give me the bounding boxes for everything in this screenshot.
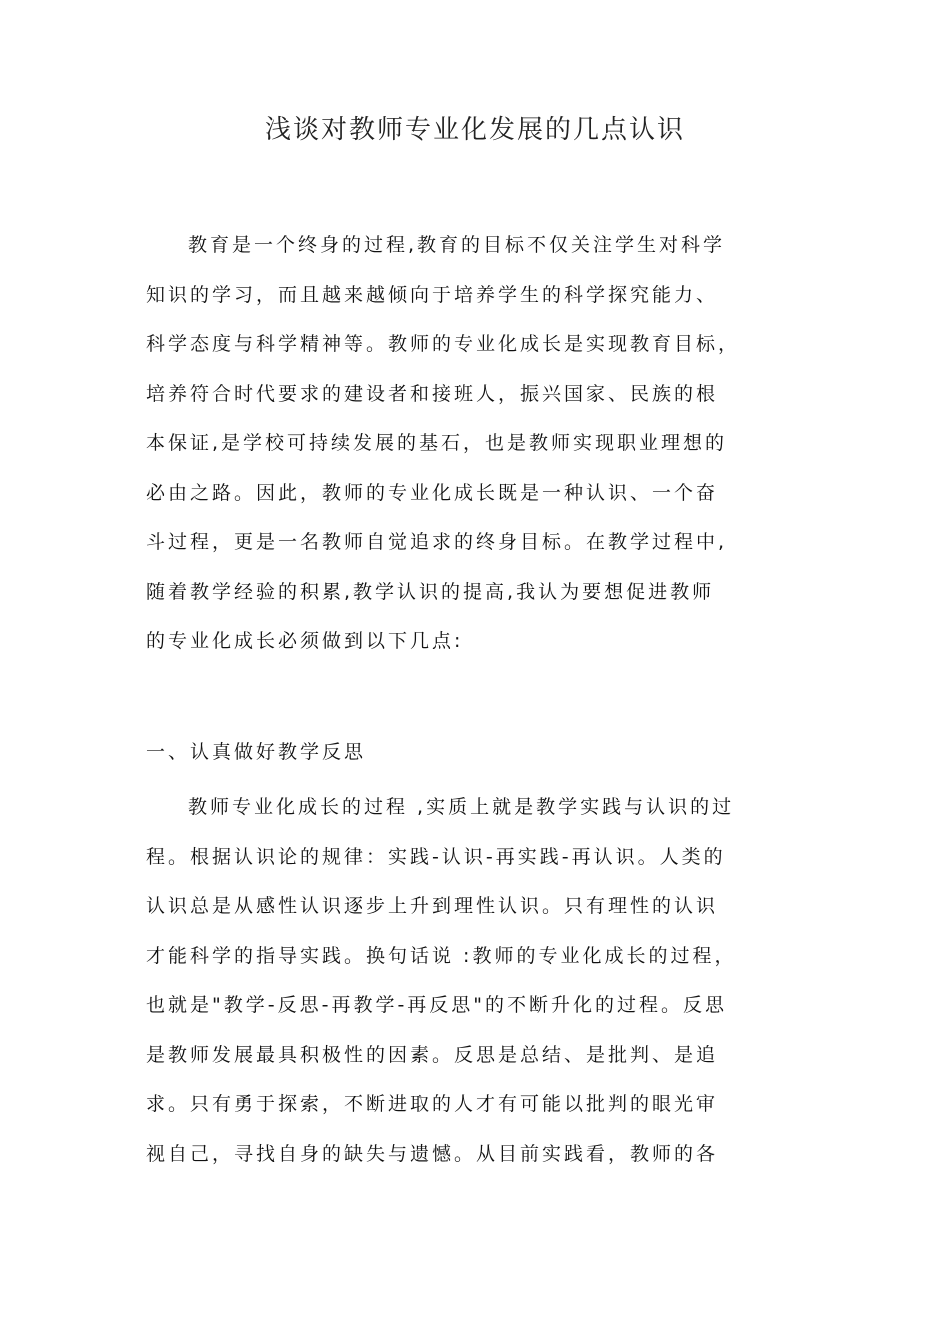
- paragraph-line: 视自己，寻找自身的缺失与遗憾。从目前实践看，教师的各: [146, 1142, 719, 1165]
- paragraph-line: 的专业化成长必须做到以下几点:: [146, 630, 464, 652]
- paragraph-line: 本保证,是学校可持续发展的基石，也是教师实现职业理想的: [146, 432, 728, 454]
- paragraph-reflection: [146, 783, 806, 1179]
- section-heading-text: 一、认真做好教学反思: [146, 741, 367, 763]
- section-heading: [146, 728, 806, 778]
- paragraph-line: 程。根据认识论的规律：实践-认识-再实践-再认识。人类的: [146, 845, 726, 868]
- paragraph-line: 必由之路。因此，教师的专业化成长既是一种认识、一个奋: [146, 481, 719, 504]
- paragraph-line: 教育是一个终身的过程,教育的目标不仅关注学生对科学: [188, 234, 726, 256]
- paragraph-line: 是教师发展最具积极性的因素。反思是总结、是批判、是追: [146, 1043, 719, 1066]
- paragraph-line: 认识总是从感性认识逐步上升到理性认识。只有理性的认识: [146, 895, 719, 917]
- paragraph-line: 求。只有勇于探索，不断进取的人才有可能以批判的眼光审: [146, 1093, 719, 1115]
- paragraph-intro: [146, 221, 806, 667]
- paragraph-line: 培养符合时代要求的建设者和接班人，振兴国家、民族的根: [146, 382, 719, 405]
- paragraph-line: 也就是"教学-反思-再教学-再反思"的不断升化的过程。反思: [146, 994, 728, 1016]
- paragraph-line: 教师专业化成长的过程 ,实质上就是教学实践与认识的过: [188, 796, 735, 818]
- paragraph-line: 才能科学的指导实践。换句话说 :教师的专业化成长的过程，: [146, 944, 737, 967]
- paragraph-line: 斗过程，更是一名教师自觉追求的终身目标。在教学过程中,: [146, 531, 728, 553]
- document-title: 浅谈对教师专业化发展的几点认识: [264, 115, 685, 145]
- paragraph-line: 科学态度与科学精神等。教师的专业化成长是实现教育目标，: [146, 333, 741, 355]
- paragraph-line: 随着教学经验的积累,教学认识的提高,我认为要想促进教师: [146, 580, 715, 603]
- paragraph-line: 知识的学习，而且越来越倾向于培养学生的科学探究能力、: [146, 283, 719, 306]
